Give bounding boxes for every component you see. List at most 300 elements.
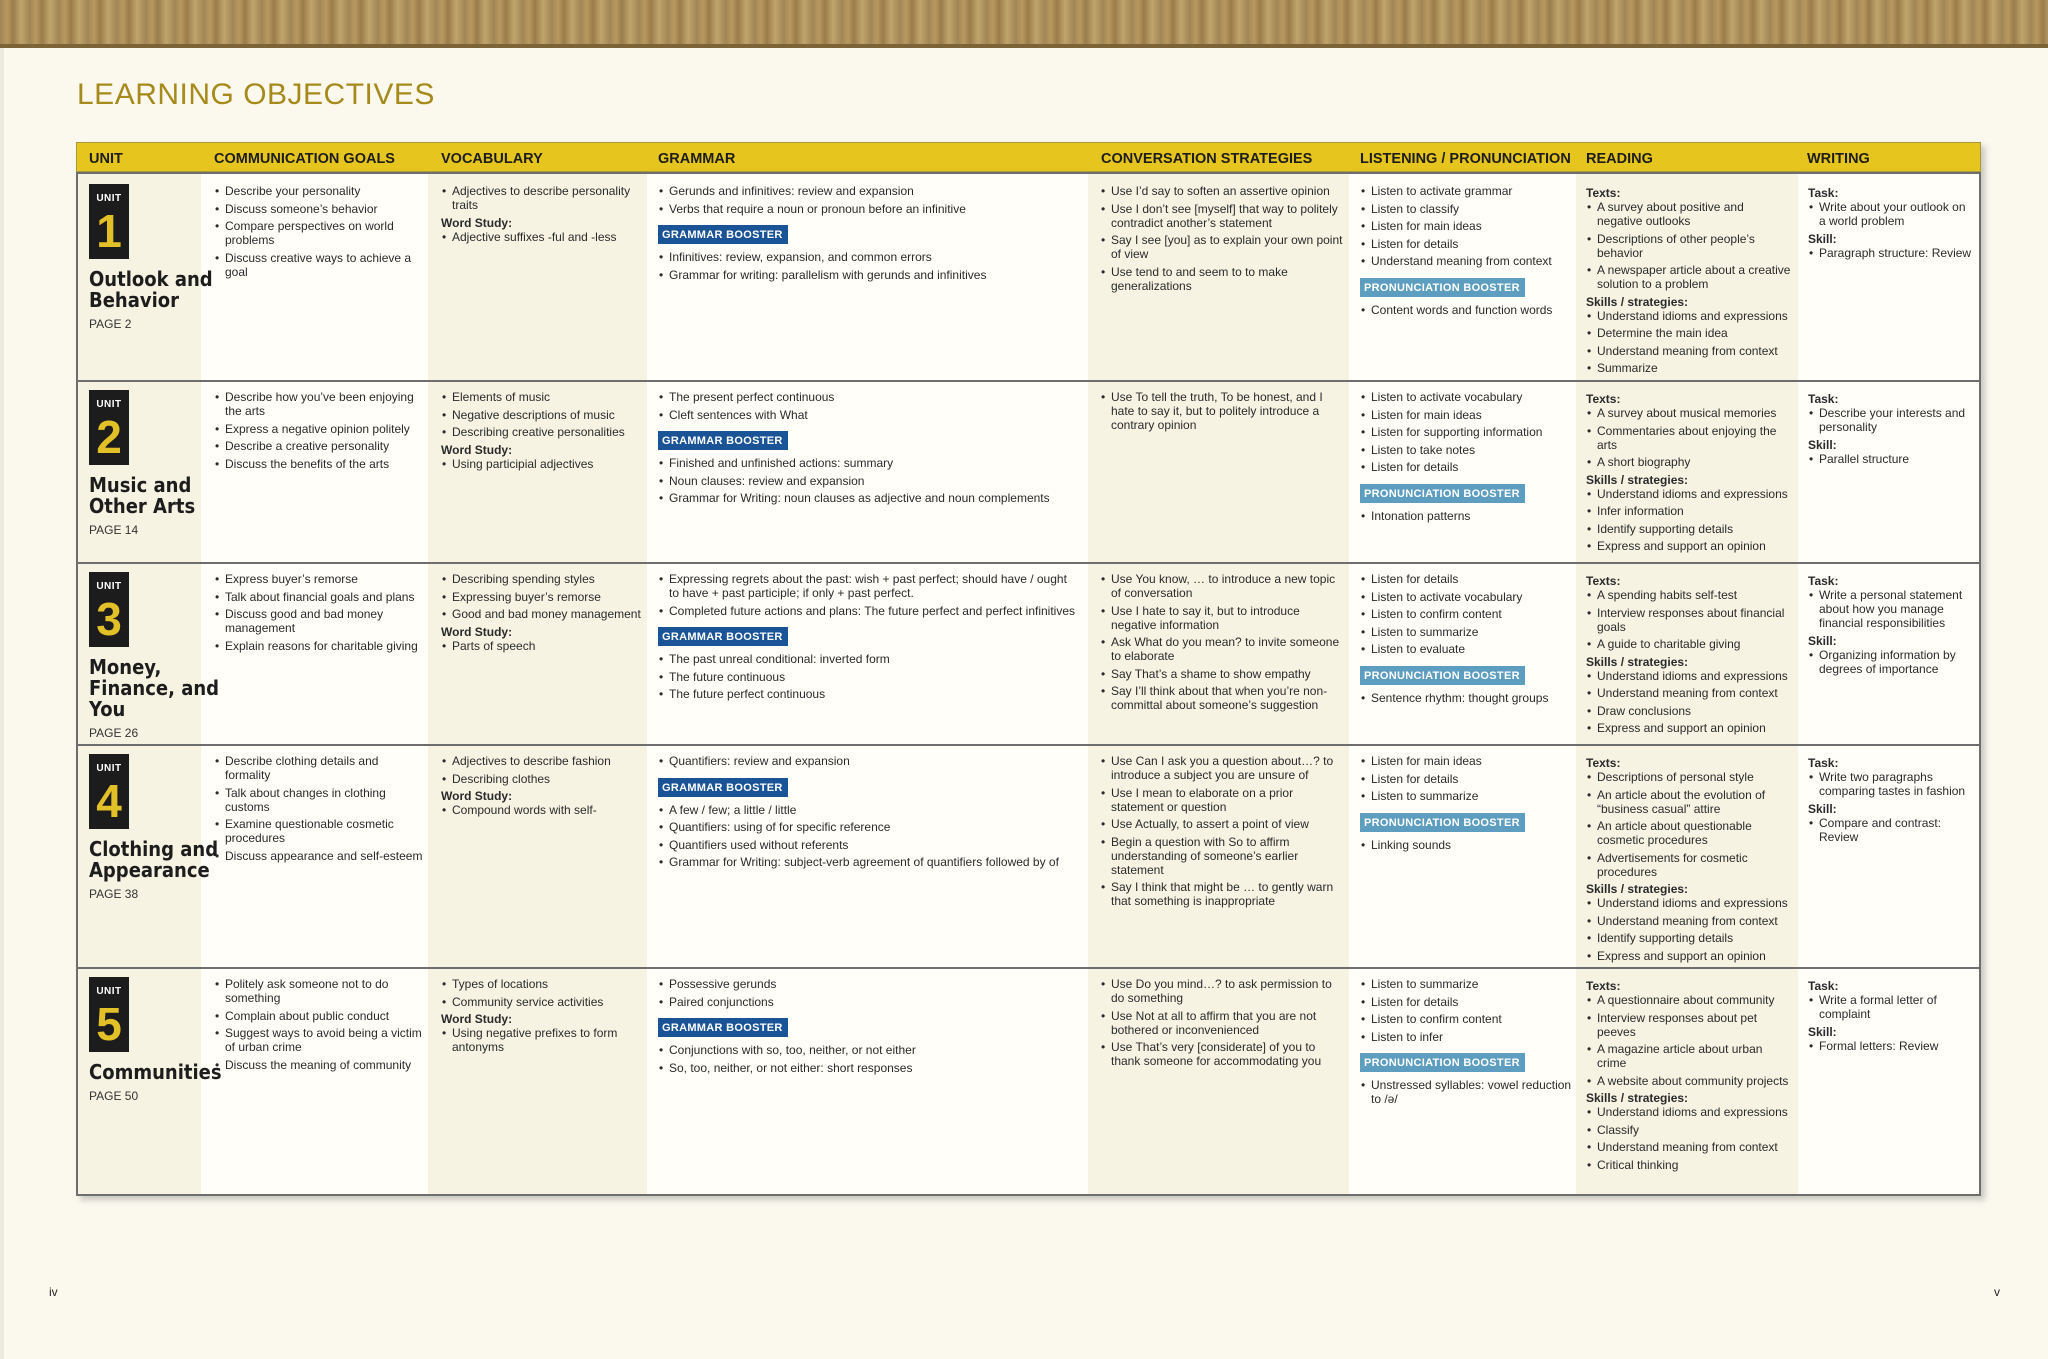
unit-page: PAGE 50 [89, 1089, 139, 1103]
cell-read [1586, 754, 1792, 966]
task-label: Task: [1808, 756, 1839, 770]
grammar-list [658, 572, 1078, 618]
cell-comm [214, 977, 424, 1075]
writing-task-list [1808, 993, 1973, 1021]
reading-text-list [1586, 200, 1792, 291]
unit-badge-label: UNIT [96, 986, 122, 997]
reading-skill-list [1586, 669, 1792, 736]
grammar-booster-item: • Grammar for writing: parallelism with gerunds and infinitives [658, 268, 1078, 282]
communication-goal-item: • Express buyer’s remorse [214, 572, 424, 586]
listening-item: • Listen to summarize [1360, 625, 1573, 639]
reading-skill-item: • Critical thinking [1586, 1158, 1792, 1172]
writing-skill-item: • Paragraph structure: Review [1808, 246, 1973, 260]
word-study-list [441, 230, 646, 244]
cell-listen [1360, 184, 1573, 320]
grammar-booster-list [658, 250, 1078, 282]
cell-vocab [441, 390, 646, 474]
header-writing: WRITING [1807, 151, 1870, 167]
cell-gram [658, 977, 1078, 1078]
listening-item: • Listen to infer [1360, 1030, 1573, 1044]
grammar-list [658, 977, 1078, 1009]
cell-read [1586, 977, 1792, 1175]
task-label: Task: [1808, 392, 1839, 406]
communication-goal-item: • Describe your personality [214, 184, 424, 198]
cell-vocab [441, 977, 646, 1058]
conversation-strategy-item: • Use You know, … to introduce a new topic of conversation [1100, 572, 1345, 600]
cell-comm [214, 754, 424, 866]
grammar-booster-badge: GRAMMAR BOOSTER [658, 1018, 788, 1037]
communication-goal-item: • Describe clothing details and formality [214, 754, 424, 782]
word-study-label: Word Study: [441, 442, 513, 457]
listening-list [1360, 390, 1573, 474]
reading-skill-list [1586, 1105, 1792, 1172]
skills-strategies-label: Skills / strategies: [1586, 472, 1689, 487]
reading-skill-list [1586, 309, 1792, 376]
conversation-strategy-item: • Use I don’t see [myself] that way to politely contradict another’s statement [1100, 202, 1345, 230]
communication-goal-item: • Suggest ways to avoid being a victim of urban crime [214, 1026, 424, 1054]
unit-row [78, 967, 1979, 1194]
grammar-item: • Paired conjunctions [658, 995, 1078, 1009]
reading-text-item: • Descriptions of other people’s behavior [1586, 232, 1792, 260]
communication-goal-item: • Explain reasons for charitable giving [214, 639, 424, 653]
cell-comm [214, 184, 424, 282]
reading-text-item: • A short biography [1586, 455, 1792, 469]
listening-list [1360, 184, 1573, 268]
conversation-strategy-item: • Ask What do you mean? to invite someone to elaborate [1100, 635, 1345, 663]
listening-item: • Listen to evaluate [1360, 642, 1573, 656]
writing-task-list [1808, 588, 1973, 630]
skills-strategies-label: Skills / strategies: [1586, 294, 1689, 309]
objectives-table [76, 142, 1981, 1196]
cell-conv [1100, 572, 1345, 716]
listening-item: • Listen for main ideas [1360, 754, 1573, 768]
writing-task-list [1808, 200, 1973, 228]
grammar-booster-list [658, 1043, 1078, 1075]
reading-text-list [1586, 588, 1792, 651]
reading-text-item: • A questionnaire about community [1586, 993, 1792, 1007]
listening-item: • Listen to classify [1360, 202, 1573, 216]
grammar-list [658, 184, 1078, 216]
listening-item: • Listen for supporting information [1360, 425, 1573, 439]
unit-number: 5 [96, 998, 122, 1050]
cell-write [1808, 572, 1973, 680]
unit-row [78, 380, 1979, 564]
skill-label: Skill: [1808, 802, 1837, 816]
cell-conv [1100, 184, 1345, 296]
task-label: Task: [1808, 979, 1839, 993]
grammar-booster-item: • So, too, neither, or not either: short responses [658, 1061, 1078, 1075]
cell-write [1808, 977, 1973, 1057]
writing-skill-list [1808, 246, 1973, 260]
word-study-label: Word Study: [441, 1012, 513, 1026]
writing-task-item: • Write a personal statement about how you manage financial responsibilities [1808, 588, 1973, 630]
reading-text-item: • A survey about positive and negative outlooks [1586, 200, 1792, 228]
grammar-booster-item: • Infinitives: review, expansion, and common errors [658, 250, 1078, 264]
vocabulary-item: • Describing creative personalities [441, 425, 646, 439]
grammar-item: • Completed future actions and plans: The future perfect and perfect infinitives [658, 604, 1078, 618]
skills-strategies-label: Skills / strategies: [1586, 1091, 1689, 1105]
header-unit: UNIT [89, 151, 123, 167]
grammar-item: • Cleft sentences with What [658, 408, 1078, 422]
conversation-strategy-item: • Say I think that might be … to gently warn that something is inappropriate [1100, 880, 1345, 908]
communication-goal-item: • Describe a creative personality [214, 439, 424, 453]
word-study-label: Word Study: [441, 624, 513, 639]
reading-skill-item: • Understand idioms and expressions [1586, 669, 1792, 683]
reading-text-list [1586, 406, 1792, 469]
unit-badge-label: UNIT [96, 399, 122, 410]
word-study-list [441, 803, 646, 817]
cell-comm [214, 572, 424, 656]
grammar-item: • Possessive gerunds [658, 977, 1078, 991]
grammar-booster-list [658, 652, 1078, 701]
vocabulary-list [441, 184, 646, 212]
pronunciation-item: • Linking sounds [1360, 838, 1573, 852]
unit-badge-label: UNIT [96, 193, 122, 204]
grammar-booster-item: • Grammar for Writing: subject-verb agreement of quantifiers followed by of [658, 855, 1078, 869]
listening-list [1360, 754, 1573, 803]
word-study-item: • Using participial adjectives [441, 457, 646, 471]
unit-title: Communities [89, 1060, 222, 1084]
unit-title: Clothing and Appearance [89, 837, 219, 882]
cell-conv [1100, 754, 1345, 912]
listening-item: • Listen for main ideas [1360, 408, 1573, 422]
vocabulary-item: • Types of locations [441, 977, 646, 991]
conversation-strategy-item: • Use tend to and seem to to make generalizations [1100, 265, 1345, 293]
writing-skill-item: • Parallel structure [1808, 452, 1973, 466]
communication-goal-item: • Politely ask someone not to do something [214, 977, 424, 1005]
word-study-item: • Compound words with self- [441, 803, 646, 817]
communication-goal-list [214, 184, 424, 279]
unit-title: Music and Other Arts [89, 473, 196, 518]
listening-item: • Listen for details [1360, 995, 1573, 1009]
reading-text-item: • A newspaper article about a creative solution to a problem [1586, 263, 1792, 291]
writing-task-list [1808, 770, 1973, 798]
vocabulary-item: • Good and bad money management [441, 607, 646, 621]
unit-badge-label: UNIT [96, 763, 122, 774]
reading-skill-list [1586, 487, 1792, 554]
grammar-booster-item: • The future continuous [658, 670, 1078, 684]
pronunciation-booster-badge: PRONUNCIATION BOOSTER [1360, 484, 1525, 503]
writing-task-item: • Describe your interests and personality [1808, 406, 1973, 434]
unit-cell [89, 572, 224, 740]
conversation-strategy-item: • Use Not at all to affirm that you are not bothered or inconvenienced [1100, 1009, 1345, 1037]
reading-skill-item: • Express and support an opinion [1586, 539, 1792, 553]
reading-text-item: • A magazine article about urban crime [1586, 1042, 1792, 1070]
grammar-booster-item: • Conjunctions with so, too, neither, or not either [658, 1043, 1078, 1057]
unit-title: Outlook and Behavior [89, 267, 213, 312]
communication-goal-item: • Discuss creative ways to achieve a goal [214, 251, 424, 279]
communication-goal-item: • Discuss the benefits of the arts [214, 457, 424, 471]
communication-goal-item: • Talk about financial goals and plans [214, 590, 424, 604]
texts-label: Texts: [1586, 574, 1621, 588]
reading-skill-item: • Understand meaning from context [1586, 1140, 1792, 1154]
grammar-list [658, 754, 1078, 768]
conversation-strategy-list [1100, 977, 1345, 1068]
skill-label: Skill: [1808, 438, 1837, 452]
cell-gram [658, 184, 1078, 285]
pronunciation-booster-badge: PRONUNCIATION BOOSTER [1360, 813, 1525, 832]
reading-skill-item: • Determine the main idea [1586, 326, 1792, 340]
wood-texture-banner [0, 0, 2048, 48]
communication-goal-item: • Talk about changes in clothing customs [214, 786, 424, 814]
skills-strategies-label: Skills / strategies: [1586, 882, 1689, 896]
texts-label: Texts: [1586, 392, 1621, 406]
writing-skill-item: • Compare and contrast: Review [1808, 816, 1973, 844]
writing-task-item: • Write about your outlook on a world problem [1808, 200, 1973, 228]
vocabulary-list [441, 390, 646, 439]
cell-vocab [441, 754, 646, 821]
communication-goal-item: • Discuss someone’s behavior [214, 202, 424, 216]
skill-label: Skill: [1808, 232, 1837, 246]
grammar-booster-item: • Noun clauses: review and expansion [658, 474, 1078, 488]
reading-skill-item: • Identify supporting details [1586, 522, 1792, 536]
cell-write [1808, 754, 1973, 848]
skills-strategies-label: Skills / strategies: [1586, 654, 1689, 669]
communication-goal-list [214, 390, 424, 471]
pronunciation-booster-badge: PRONUNCIATION BOOSTER [1360, 278, 1525, 297]
reading-skill-item: • Express and support an opinion [1586, 721, 1792, 735]
vocabulary-item: • Negative descriptions of music [441, 408, 646, 422]
grammar-booster-list [658, 803, 1078, 870]
pronunciation-item: • Unstressed syllables: vowel reduction to /ə/ [1360, 1078, 1573, 1106]
vocabulary-item: • Adjectives to describe fashion [441, 754, 646, 768]
unit-number-badge [89, 977, 129, 1052]
grammar-booster-item: • Finished and unfinished actions: summary [658, 456, 1078, 470]
cell-write [1808, 184, 1973, 264]
grammar-item: • Expressing regrets about the past: wish + past perfect; should have / ought to have + past participle; if only + past perfect. [658, 572, 1078, 600]
cell-gram [658, 572, 1078, 705]
grammar-booster-list [658, 456, 1078, 505]
unit-page: PAGE 2 [89, 317, 132, 331]
conversation-strategy-item: • Use I mean to elaborate on a prior statement or question [1100, 786, 1345, 814]
communication-goal-item: • Compare perspectives on world problems [214, 219, 424, 247]
listening-item: • Listen to take notes [1360, 443, 1573, 457]
header-reading: READING [1586, 151, 1653, 167]
communication-goal-item: • Discuss the meaning of community [214, 1058, 424, 1072]
listening-item: • Listen for details [1360, 572, 1573, 586]
writing-skill-list [1808, 1039, 1973, 1053]
communication-goal-item: • Discuss appearance and self-esteem [214, 849, 424, 863]
reading-skill-item: • Infer information [1586, 504, 1792, 518]
pronunciation-list [1360, 691, 1573, 705]
texts-label: Texts: [1586, 756, 1621, 770]
reading-skill-item: • Understand idioms and expressions [1586, 309, 1792, 323]
conversation-strategy-list [1100, 572, 1345, 712]
reading-skill-list [1586, 896, 1792, 963]
unit-title: Money, Finance, and You [89, 655, 220, 721]
listening-item: • Listen for details [1360, 460, 1573, 474]
grammar-booster-item: • Grammar for Writing: noun clauses as adjective and noun complements [658, 491, 1078, 505]
reading-skill-item: • Understand idioms and expressions [1586, 896, 1792, 910]
cell-comm [214, 390, 424, 474]
header-listening-pronunciation: LISTENING / PRONUNCIATION [1360, 151, 1571, 167]
grammar-booster-badge: GRAMMAR BOOSTER [658, 778, 788, 797]
conversation-strategy-item: • Say I see [you] as to explain your own point of view [1100, 233, 1345, 261]
task-label: Task: [1808, 574, 1839, 588]
grammar-list [658, 390, 1078, 422]
writing-skill-item: • Organizing information by degrees of importance [1808, 648, 1973, 676]
word-study-list [441, 639, 646, 653]
communication-goal-item: • Examine questionable cosmetic procedures [214, 817, 424, 845]
reading-skill-item: • Summarize [1586, 361, 1792, 375]
writing-task-list [1808, 406, 1973, 434]
cell-gram [658, 754, 1078, 873]
vocabulary-list [441, 754, 646, 786]
reading-text-item: • An article about questionable cosmetic procedures [1586, 819, 1792, 847]
listening-list [1360, 572, 1573, 656]
page-number-left: iv [49, 1285, 58, 1299]
header-grammar: GRAMMAR [658, 151, 736, 167]
conversation-strategy-item: • Use That’s very [considerate] of you to thank someone for accommodating you [1100, 1040, 1345, 1068]
reading-text-item: • Interview responses about pet peeves [1586, 1011, 1792, 1039]
writing-skill-item: • Formal letters: Review [1808, 1039, 1973, 1053]
grammar-item: • Quantifiers: review and expansion [658, 754, 1078, 768]
grammar-booster-item: • The past unreal conditional: inverted form [658, 652, 1078, 666]
conversation-strategy-item: • Use Actually, to assert a point of view [1100, 817, 1345, 831]
reading-skill-item: • Understand meaning from context [1586, 914, 1792, 928]
communication-goal-list [214, 572, 424, 653]
word-study-item: • Using negative prefixes to form antonyms [441, 1026, 646, 1054]
unit-page: PAGE 14 [89, 523, 139, 537]
pronunciation-booster-badge: PRONUNCIATION BOOSTER [1360, 1053, 1525, 1072]
cell-vocab [441, 184, 646, 247]
reading-skill-item: • Identify supporting details [1586, 931, 1792, 945]
unit-number: 2 [96, 411, 122, 463]
communication-goal-item: • Express a negative opinion politely [214, 422, 424, 436]
unit-number-badge [89, 572, 129, 647]
grammar-booster-item: • Quantifiers: using of for specific reference [658, 820, 1078, 834]
communication-goal-item: • Complain about public conduct [214, 1009, 424, 1023]
word-study-item: • Parts of speech [441, 639, 646, 653]
listening-item: • Understand meaning from context [1360, 254, 1573, 268]
communication-goal-list [214, 977, 424, 1072]
pronunciation-list [1360, 1078, 1573, 1106]
page-number-right: v [1994, 1285, 2000, 1299]
reading-skill-item: • Draw conclusions [1586, 704, 1792, 718]
pronunciation-item: • Intonation patterns [1360, 509, 1573, 523]
cell-gram [658, 390, 1078, 509]
pronunciation-list [1360, 509, 1573, 523]
writing-task-item: • Write a formal letter of complaint [1808, 993, 1973, 1021]
reading-skill-item: • Express and support an opinion [1586, 949, 1792, 963]
reading-text-item: • A spending habits self-test [1586, 588, 1792, 602]
unit-number-badge [89, 184, 129, 259]
writing-task-item: • Write two paragraphs comparing tastes in fashion [1808, 770, 1973, 798]
unit-row [78, 744, 1979, 969]
reading-skill-item: • Understand idioms and expressions [1586, 1105, 1792, 1119]
reading-skill-item: • Understand idioms and expressions [1586, 487, 1792, 501]
listening-item: • Listen to activate vocabulary [1360, 590, 1573, 604]
page-title: LEARNING OBJECTIVES [77, 78, 435, 111]
unit-cell [89, 754, 224, 901]
conversation-strategy-item: • Say I’ll think about that when you’re non-committal about someone’s suggestion [1100, 684, 1345, 712]
word-study-label: Word Study: [441, 789, 513, 803]
cell-listen [1360, 390, 1573, 526]
vocabulary-list [441, 977, 646, 1009]
vocabulary-item: • Describing clothes [441, 772, 646, 786]
unit-row [78, 562, 1979, 746]
pronunciation-item: • Sentence rhythm: thought groups [1360, 691, 1573, 705]
cell-write [1808, 390, 1973, 470]
listening-item: • Listen for main ideas [1360, 219, 1573, 233]
task-label: Task: [1808, 186, 1839, 200]
word-study-list [441, 1026, 646, 1054]
reading-text-item: • An article about the evolution of “business casual” attire [1586, 788, 1792, 816]
vocabulary-item: • Adjectives to describe personality traits [441, 184, 646, 212]
conversation-strategy-item: • Say That’s a shame to show empathy [1100, 667, 1345, 681]
grammar-item: • The present perfect continuous [658, 390, 1078, 404]
unit-cell [89, 390, 224, 537]
vocabulary-item: • Community service activities [441, 995, 646, 1009]
grammar-item: • Gerunds and infinitives: review and expansion [658, 184, 1078, 198]
cell-listen [1360, 572, 1573, 708]
cell-read [1586, 572, 1792, 739]
vocabulary-item: • Elements of music [441, 390, 646, 404]
table-header [76, 142, 1981, 172]
cell-listen [1360, 754, 1573, 855]
pronunciation-list [1360, 838, 1573, 852]
header-vocabulary: VOCABULARY [441, 151, 543, 167]
pronunciation-item: • Content words and function words [1360, 303, 1573, 317]
unit-number-badge [89, 390, 129, 465]
unit-number-badge [89, 754, 129, 829]
texts-label: Texts: [1586, 186, 1621, 200]
reading-text-item: • Interview responses about financial goals [1586, 606, 1792, 634]
listening-item: • Listen for details [1360, 237, 1573, 251]
writing-skill-list [1808, 452, 1973, 466]
reading-text-list [1586, 770, 1792, 879]
communication-goal-list [214, 754, 424, 863]
conversation-strategy-item: • Use To tell the truth, To be honest, and I hate to say it, but to politely introduce a contrary opinion [1100, 390, 1345, 432]
grammar-booster-item: • A few / few; a little / little [658, 803, 1078, 817]
reading-text-item: • A website about community projects [1586, 1074, 1792, 1088]
header-conversation-strategies: CONVERSATION STRATEGIES [1101, 151, 1313, 167]
unit-badge-label: UNIT [96, 581, 122, 592]
skill-label: Skill: [1808, 1025, 1837, 1039]
grammar-booster-item: • Quantifiers used without referents [658, 838, 1078, 852]
unit-cell [89, 977, 224, 1103]
reading-text-item: • A guide to charitable giving [1586, 637, 1792, 651]
listening-list [1360, 977, 1573, 1044]
cell-vocab [441, 572, 646, 656]
pronunciation-booster-badge: PRONUNCIATION BOOSTER [1360, 666, 1525, 685]
reading-text-item: • Descriptions of personal style [1586, 770, 1792, 784]
unit-page: PAGE 26 [89, 726, 139, 740]
listening-item: • Listen for details [1360, 772, 1573, 786]
table-body [76, 172, 1981, 1196]
unit-cell [89, 184, 224, 331]
vocabulary-list [441, 572, 646, 621]
unit-number: 4 [96, 775, 122, 827]
conversation-strategy-item: • Use I’d say to soften an assertive opinion [1100, 184, 1345, 198]
grammar-item: • Verbs that require a noun or pronoun before an infinitive [658, 202, 1078, 216]
pronunciation-list [1360, 303, 1573, 317]
writing-skill-list [1808, 648, 1973, 676]
communication-goal-item: • Describe how you’ve been enjoying the arts [214, 390, 424, 418]
reading-skill-item: • Understand meaning from context [1586, 686, 1792, 700]
unit-page: PAGE 38 [89, 887, 139, 901]
communication-goal-item: • Discuss good and bad money management [214, 607, 424, 635]
reading-text-list [1586, 993, 1792, 1088]
grammar-booster-badge: GRAMMAR BOOSTER [658, 225, 788, 244]
skill-label: Skill: [1808, 634, 1837, 648]
page-edge [0, 48, 4, 1359]
reading-skill-item: • Understand meaning from context [1586, 344, 1792, 358]
writing-skill-list [1808, 816, 1973, 844]
listening-item: • Listen to summarize [1360, 977, 1573, 991]
vocabulary-item: • Describing spending styles [441, 572, 646, 586]
reading-text-item: • A survey about musical memories [1586, 406, 1792, 420]
